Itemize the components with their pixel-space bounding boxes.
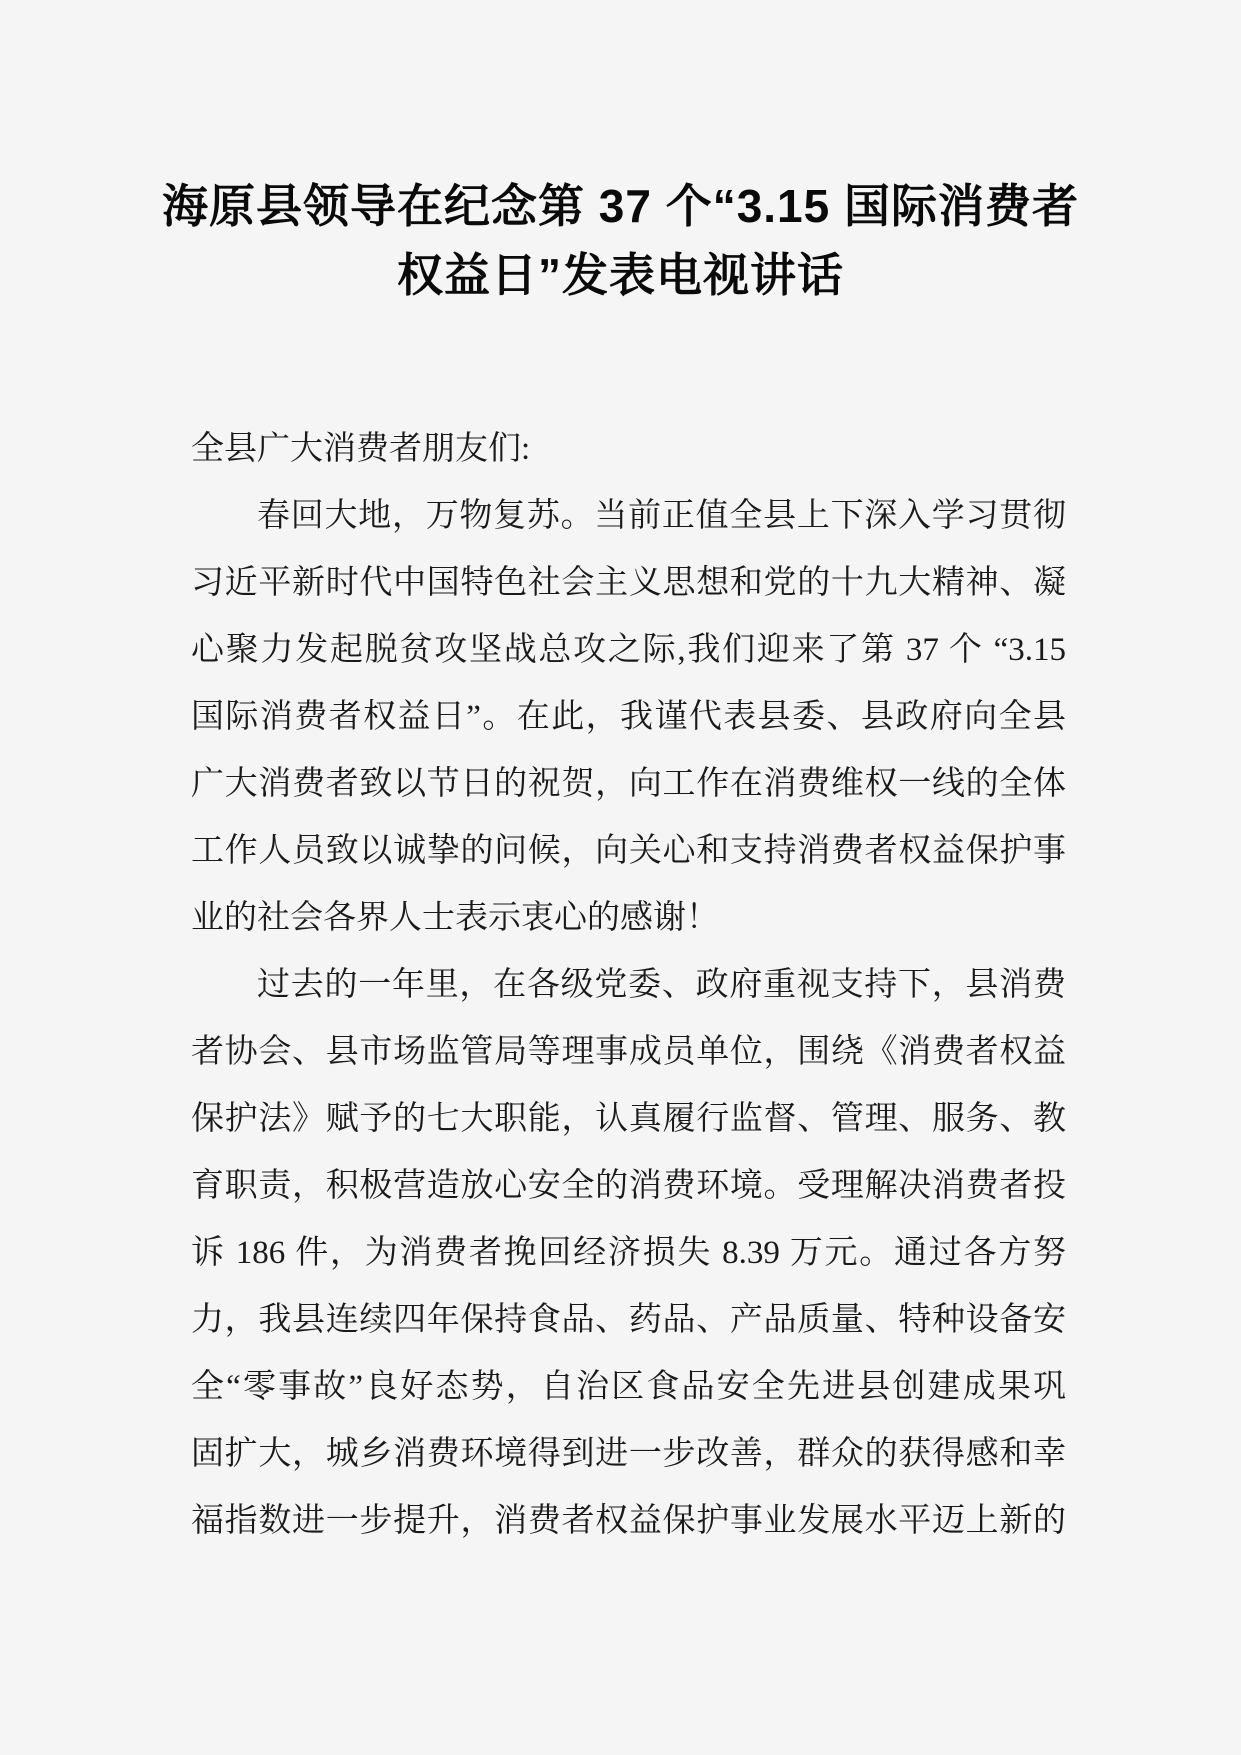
text-line: 育职责，积极营造放心安全的消费环境。受理解决消费者投 [191, 1168, 1066, 1204]
text-line: 工作人员致以诚挚的问候，向关心和支持消费者权益保护事 [191, 833, 1066, 869]
text-line: 春回大地，万物复苏。当前正值全县上下深入学习贯彻 [257, 498, 1066, 534]
text-line: 心聚力发起脱贫攻坚战总攻之际,我们迎来了第 37 个 “3.15 [191, 632, 1066, 668]
text-line: 国际消费者权益日”。在此，我谨代表县委、县政府向全县 [191, 699, 1066, 735]
document-title [90, 172, 1151, 310]
paragraph [191, 952, 1066, 1555]
paragraph [191, 483, 1066, 952]
text-line: 全“零事故”良好态势，自治区食品安全先进县创建成果巩 [191, 1369, 1066, 1405]
text-line: 福指数进一步提升，消费者权益保护事业发展水平迈上新的 [191, 1503, 1066, 1539]
title-line-1: 海原县领导在纪念第 37 个“3.15 国际消费者 [161, 180, 1080, 232]
text-line: 诉 186 件，为消费者挽回经济损失 8.39 万元。通过各方努 [191, 1235, 1067, 1271]
text-line: 者协会、县市场监管局等理事成员单位，围绕《消费者权益 [191, 1034, 1066, 1070]
text-line: 保护法》赋予的七大职能，认真履行监督、管理、服务、教 [191, 1101, 1066, 1137]
paragraph [191, 416, 1066, 483]
document-body [191, 416, 1066, 1555]
text-line: 广大消费者致以节日的祝贺，向工作在消费维权一线的全体 [191, 766, 1066, 802]
text-line: 固扩大，城乡消费环境得到进一步改善，群众的获得感和幸 [191, 1436, 1066, 1472]
text-line: 过去的一年里，在各级党委、政府重视支持下，县消费 [257, 967, 1066, 1003]
title-line-2: 权益日”发表电视讲话 [397, 249, 844, 301]
text-line: 全县广大消费者朋友们: [191, 431, 531, 467]
text-line: 力，我县连续四年保持食品、药品、产品质量、特种设备安 [191, 1302, 1066, 1338]
text-line: 习近平新时代中国特色社会主义思想和党的十九大精神、凝 [191, 565, 1066, 601]
text-line: 业的社会各界人士表示衷心的感谢！ [191, 900, 719, 936]
